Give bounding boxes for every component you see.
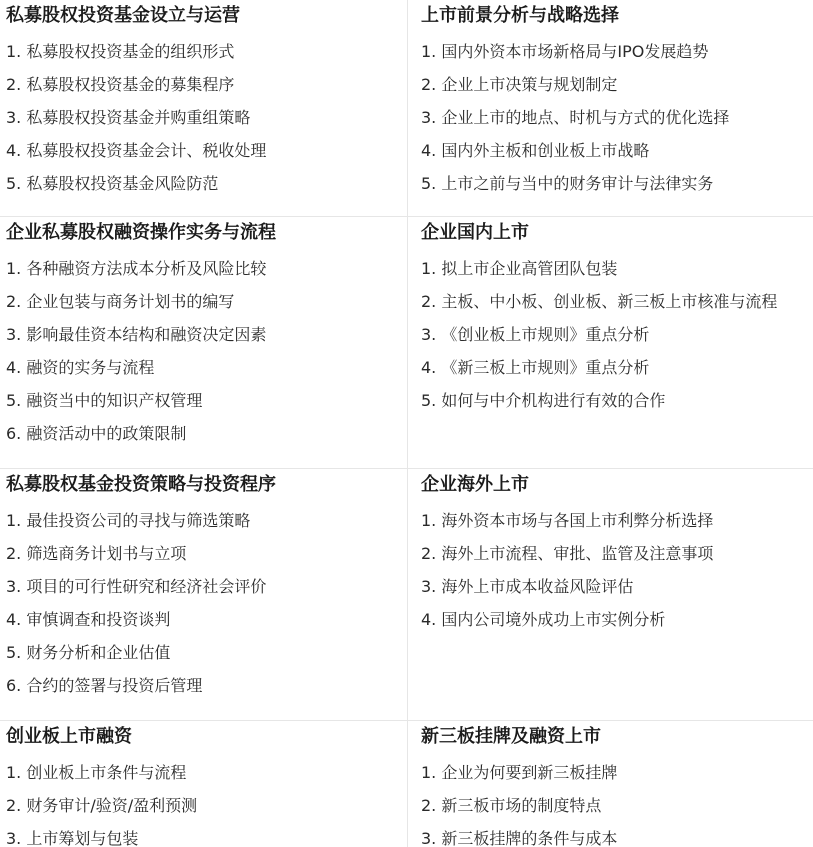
section-title: 企业私募股权融资操作实务与流程 bbox=[6, 222, 276, 243]
list-item: 3. 项目的可行性研究和经济社会评价 bbox=[6, 577, 267, 596]
list-item: 3. 影响最佳资本结构和融资决定因素 bbox=[6, 325, 267, 344]
section-title: 企业国内上市 bbox=[421, 222, 529, 243]
list-item: 3. 海外上市成本收益风险评估 bbox=[421, 577, 634, 596]
list-item: 2. 企业上市决策与规划制定 bbox=[421, 75, 618, 94]
section-title: 私募股权投资基金设立与运营 bbox=[6, 5, 240, 26]
section-gem-listing bbox=[0, 720, 407, 847]
list-item: 2. 新三板市场的制度特点 bbox=[421, 796, 602, 815]
list-item: 5. 上市之前与当中的财务审计与法律实务 bbox=[421, 174, 714, 193]
list-item: 1. 海外资本市场与各国上市利弊分析选择 bbox=[421, 511, 714, 530]
section-title: 企业海外上市 bbox=[421, 474, 529, 495]
list-item: 1. 私募股权投资基金的组织形式 bbox=[6, 42, 235, 61]
list-item: 4. 《新三板上市规则》重点分析 bbox=[421, 358, 650, 377]
list-item: 1. 国内外资本市场新格局与IPO发展趋势 bbox=[421, 42, 709, 61]
list-item: 2. 企业包装与商务计划书的编写 bbox=[6, 292, 235, 311]
section-pe-fund-setup bbox=[0, 0, 407, 216]
list-item: 2. 筛选商务计划书与立项 bbox=[6, 544, 187, 563]
list-item: 1. 拟上市企业高管团队包装 bbox=[421, 259, 618, 278]
section-neeq-listing bbox=[407, 720, 813, 847]
list-item: 2. 私募股权投资基金的募集程序 bbox=[6, 75, 235, 94]
list-item: 5. 融资当中的知识产权管理 bbox=[6, 391, 203, 410]
section-pe-financing bbox=[0, 216, 407, 468]
list-item: 4. 国内外主板和创业板上市战略 bbox=[421, 141, 650, 160]
list-item: 5. 私募股权投资基金风险防范 bbox=[6, 174, 219, 193]
list-item: 3. 企业上市的地点、时机与方式的优化选择 bbox=[421, 108, 730, 127]
list-item: 6. 融资活动中的政策限制 bbox=[6, 424, 187, 443]
section-title: 上市前景分析与战略选择 bbox=[421, 5, 619, 26]
list-item: 5. 财务分析和企业估值 bbox=[6, 643, 171, 662]
section-domestic-listing bbox=[407, 216, 813, 468]
section-pe-investment-strategy bbox=[0, 468, 407, 720]
section-title: 新三板挂牌及融资上市 bbox=[421, 726, 601, 747]
list-item: 5. 如何与中介机构进行有效的合作 bbox=[421, 391, 666, 410]
list-item: 1. 创业板上市条件与流程 bbox=[6, 763, 187, 782]
list-item: 4. 审慎调查和投资谈判 bbox=[6, 610, 171, 629]
list-item: 3. 私募股权投资基金并购重组策略 bbox=[6, 108, 251, 127]
list-item: 2. 财务审计/验资/盈利预测 bbox=[6, 796, 198, 815]
list-item: 1. 各种融资方法成本分析及风险比较 bbox=[6, 259, 267, 278]
list-item: 1. 最佳投资公司的寻找与筛选策略 bbox=[6, 511, 251, 530]
section-listing-strategy bbox=[407, 0, 813, 216]
list-item: 4. 融资的实务与流程 bbox=[6, 358, 155, 377]
list-item: 3. 上市筹划与包装 bbox=[6, 829, 139, 847]
section-title: 创业板上市融资 bbox=[6, 726, 132, 747]
list-item: 4. 国内公司境外成功上市实例分析 bbox=[421, 610, 666, 629]
list-item: 2. 海外上市流程、审批、监管及注意事项 bbox=[421, 544, 714, 563]
list-item: 3. 《创业板上市规则》重点分析 bbox=[421, 325, 650, 344]
list-item: 2. 主板、中小板、创业板、新三板上市核准与流程 bbox=[421, 292, 778, 311]
list-item: 3. 新三板挂牌的条件与成本 bbox=[421, 829, 618, 847]
list-item: 1. 企业为何要到新三板挂牌 bbox=[421, 763, 618, 782]
list-item: 4. 私募股权投资基金会计、税收处理 bbox=[6, 141, 267, 160]
section-overseas-listing bbox=[407, 468, 813, 720]
section-title: 私募股权基金投资策略与投资程序 bbox=[6, 474, 276, 495]
list-item: 6. 合约的签署与投资后管理 bbox=[6, 676, 203, 695]
